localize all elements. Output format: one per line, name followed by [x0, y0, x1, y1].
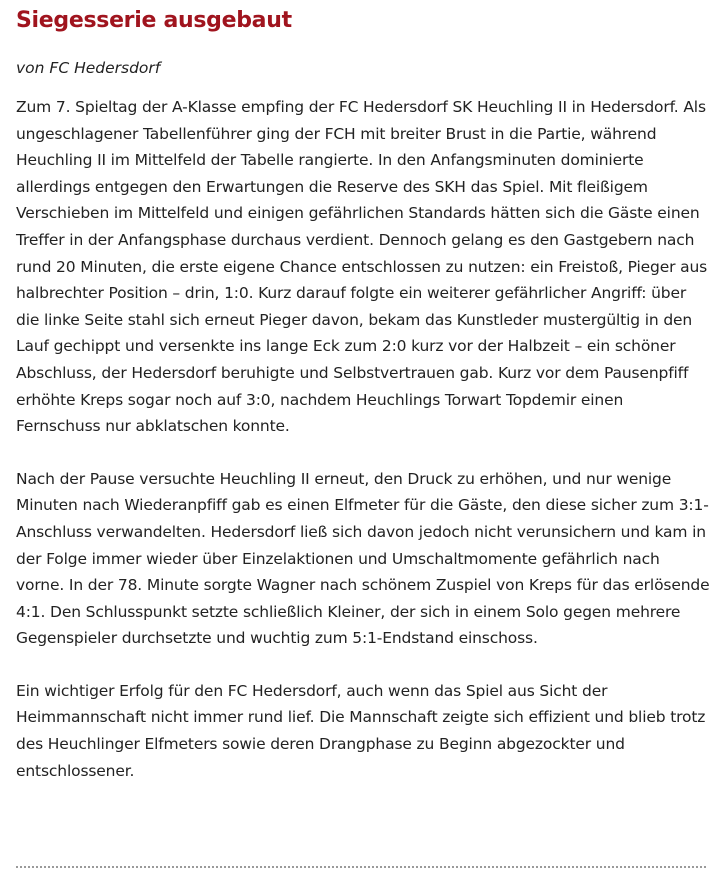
article-title: Siegesserie ausgebaut — [16, 8, 292, 33]
dotted-divider — [16, 866, 706, 868]
article-paragraph: Nach der Pause versuchte Heuchling II erneut, den Druck zu erhöhen, und nur wenige Minuten nach Wiederanpfiff gab es einen Elfmeter für die Gäste, den diese sicher zum 3:1-Anschluss verwandelten. Hedersdorf ließ sich davon jedoch nicht verunsichern und kam in der Folge immer wieder über Einzelaktionen und Umschaltmomente gefährlich nach vorne. In der 78. Minute sorgte Wagner nach schönem Zuspiel von Kreps für das erlösende 4:1. Den Schlusspunkt setzte schließlich Kleiner, der sich in einem Solo gegen mehrere Gegenspieler durchsetzte und wuchtig zum 5:1-Endstand einschoss. — [16, 469, 710, 648]
article-byline: von FC Hedersdorf — [16, 59, 161, 77]
article-paragraph: Ein wichtiger Erfolg für den FC Hedersdorf, auch wenn das Spiel aus Sicht der Heimmannschaft nicht immer rund lief. Die Mannschaft zeigte sich effizient und blieb trotz des Heuchlinger Elfmeters sowie deren Drangphase zu Beginn abgezockter und entschlossener. — [16, 681, 706, 780]
article — [16, 0, 712, 784]
article-paragraph: Zum 7. Spieltag der A-Klasse empfing der FC Hedersdorf SK Heuchling II in Hedersdorf. Als ungeschlagener Tabellenführer ging der FCH mit breiter Brust in die Partie, während Heuchling II im Mittelfeld der Tabelle rangierte. In den Anfangsminuten dominierte allerdings entgegen den Erwartungen die Reserve des SKH das Spiel. Mit fleißigem Verschieben im Mittelfeld und einigen gefährlichen Standards hätten sich die Gäste einen Treffer in der Anfangsphase durchaus verdient. Dennoch gelang es den Gastgebern nach rund 20 Minuten, die erste eigene Chance entschlossen zu nutzen: ein Freistoß, Pieger aus halbrechter Position – drin, 1:0. Kurz darauf folgte ein weiterer gefährlicher Angriff: über die linke Seite stahl sich erneut Pieger davon, bekam das Kunstleder mustergültig in den Lauf gechippt und versenkte ins lange Eck zum 2:0 kurz vor der Halbzeit – ein schöner Abschluss, der Hedersdorf beruhigte und Selbstvertrauen gab. Kurz vor dem Pausenpfiff erhöhte Kreps sogar noch auf 3:0, nachdem Heuchlings Torwart Topdemir einen Fernschuss nur abklatschen konnte. — [16, 98, 708, 436]
